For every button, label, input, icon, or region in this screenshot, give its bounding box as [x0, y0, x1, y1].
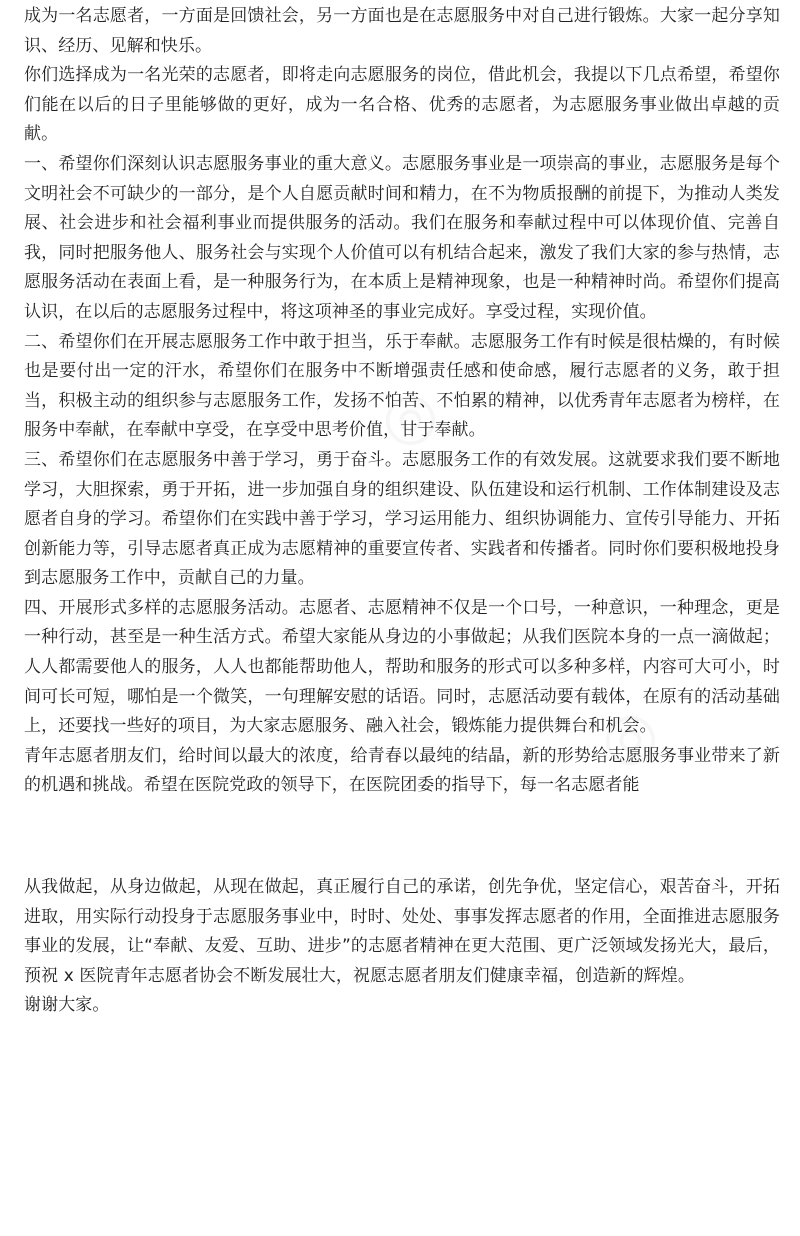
document-body-bottom — [24, 873, 780, 1021]
paragraph: 从我做起，从身边做起，从现在做起，真正履行自己的承诺，创先争优，坚定信心，艰苦奋斗，开拓进取，用实际行动投身于志愿服务事业中，时时、处处、事事发挥志愿者的作用，全面推进志愿服务事业的发展，让“奉献、友爱、互助、进步”的志愿者精神在更大范围、更广泛领域发扬光大，最后，预祝 x 医院青年志愿者协会不断发展壮大，祝愿志愿者朋友们健康幸福，创造新的辉煌。 — [24, 877, 780, 986]
paragraph: 一、希望你们深刻认识志愿服务事业的重大意义。志愿服务事业是一项崇高的事业，志愿服务是每个文明社会不可缺少的一部分，是个人自愿贡献时间和精力，在不为物质报酬的前提下，为推动人类发展、社会进步和社会福利事业而提供服务的活动。我们在服务和奉献过程中可以体现价值、完善自我，同时把服务他人、服务社会与实现个人价值可以有机结合起来，激发了我们大家的参与热情，志愿服务活动在表面上看，是一种服务行为，在本质上是精神现象，也是一种精神时尚。希望你们提高认识，在以后的志愿服务过程中，将这项神圣的事业完成好。享受过程，实现价值。 — [24, 153, 780, 322]
paragraph: 青年志愿者朋友们，给时间以最大的浓度，给青春以最纯的结晶，新的形势给志愿服务事业带来了新的机遇和挑战。希望在医院党政的领导下，在医院团委的指导下，每一名志愿者能 — [24, 745, 780, 796]
paragraph: 三、希望你们在志愿服务中善于学习，勇于奋斗。志愿服务工作的有效发展。这就要求我们要不断地学习，大胆探索，勇于开拓，进一步加强自身的组织建设、队伍建设和运行机制、工作体制建设及志愿者自身的学习。希望你们在实践中善于学习，学习运用能力、组织协调能力、宣传引导能力、开拓创新能力等，引导志愿者真正成为志愿精神的重要宣传者、实践者和传播者。同时你们要积极地投身到志愿服务工作中，贡献自己的力量。 — [24, 449, 780, 589]
closing-line: 谢谢大家。 — [24, 995, 110, 1016]
paragraph: 成为一名志愿者，一方面是回馈社会，另一方面也是在志愿服务中对自己进行锻炼。大家一起分享知识、经历、见解和快乐。 — [24, 6, 780, 56]
paragraph: 四、开展形式多样的志愿服务活动。志愿者、志愿精神不仅是一个口号，一种意识，一种理念，更是一种行动，甚至是一种生活方式。希望大家能从身边的小事做起；从我们医院本身的一点一滴做起；人人都需要他人的服务，人人也都能帮助他人，帮助和服务的形式可以多种多样，内容可大可小，时间可长可短，哪怕是一个微笑，一句理解安慰的话语。同时，志愿活动要有载体，在原有的活动基础上，还要找一些好的项目，为大家志愿服务、融入社会，锻炼能力提供舞台和机会。 — [24, 597, 780, 737]
paragraph: 二、希望你们在开展志愿服务工作中敢于担当，乐于奉献。志愿服务工作有时候是很枯燥的，有时候也是要付出一定的汗水，希望你们在服务中不断增强责任感和使命感，履行志愿者的义务，敢于担当，积极主动的组织参与志愿服务工作，发扬不怕苦、不怕累的精神，以优秀青年志愿者为榜样，在服务中奉献，在奉献中享受，在享受中思考价值，甘于奉献。 — [24, 331, 780, 441]
paragraph: 你们选择成为一名光荣的志愿者，即将走向志愿服务的岗位，借此机会，我提以下几点希望，希望你们能在以后的日子里能够做的更好，成为一名合格、优秀的志愿者，为志愿服务事业做出卓越的贡献。 — [24, 65, 780, 145]
document-body-top — [24, 2, 780, 801]
